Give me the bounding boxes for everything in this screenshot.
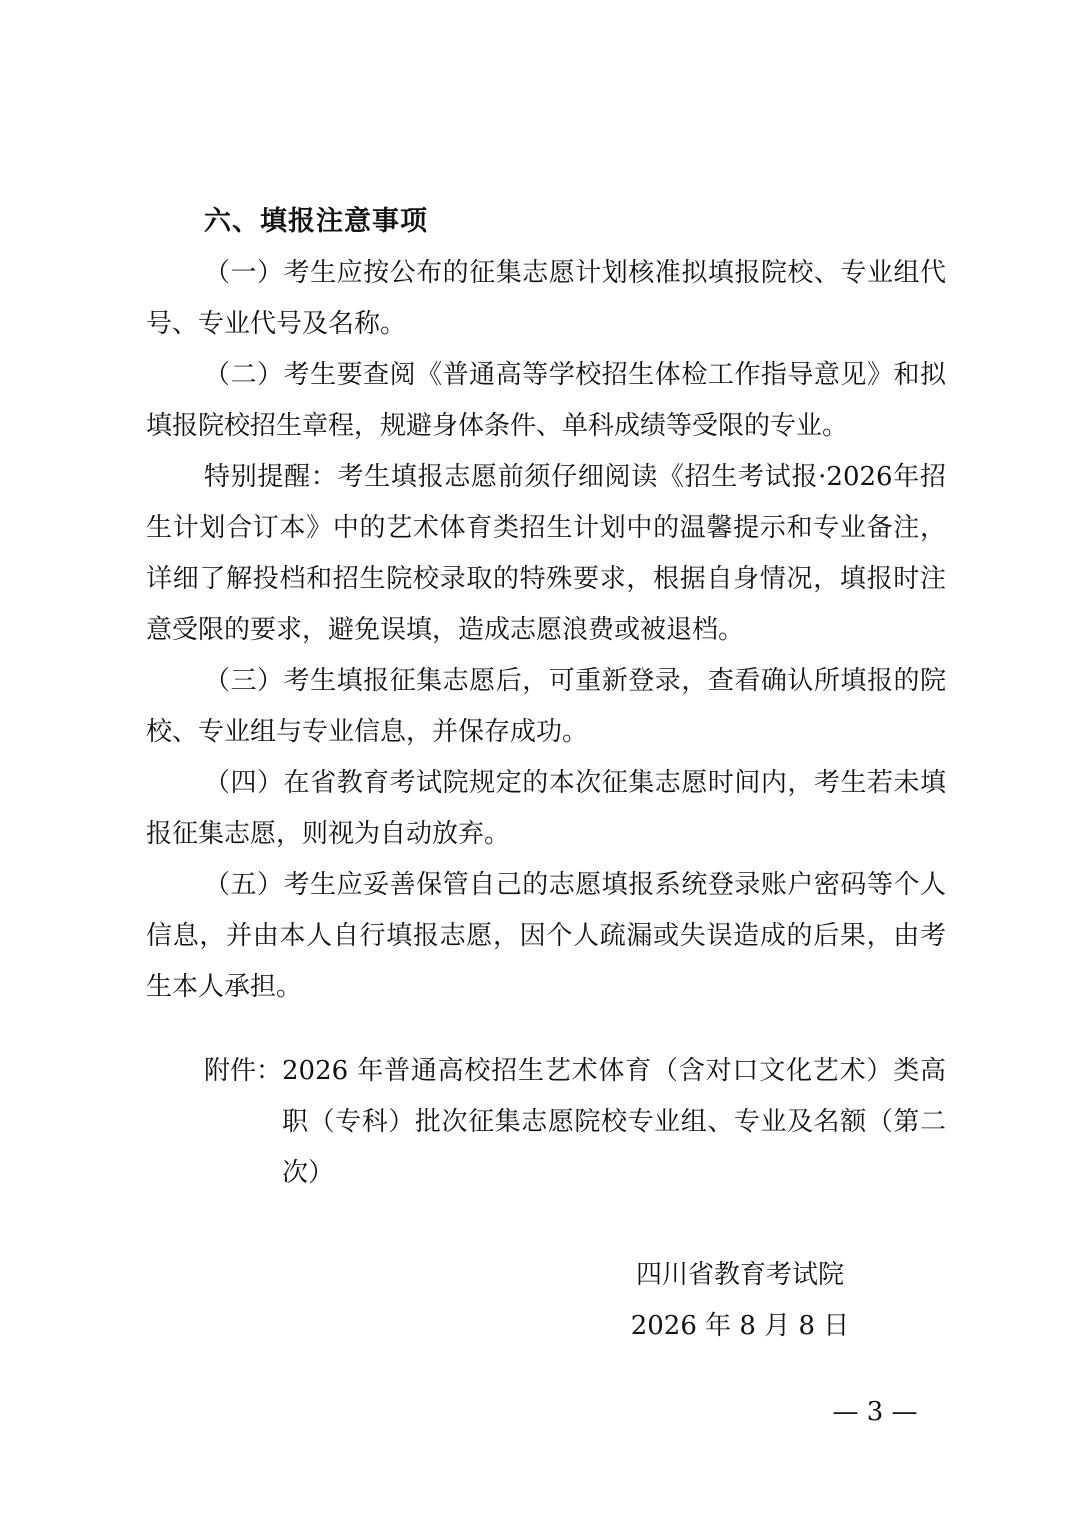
- issue-date: 2026 年 8 月 8 日: [630, 1311, 850, 1341]
- note-paragraph-4: （四）在省教育考试院规定的本次征集志愿时间内，考生若未填报征集志愿，则视为自动放弃。: [146, 768, 946, 849]
- attachment-label: 附件：: [204, 1056, 283, 1086]
- special-reminder-paragraph: 特别提醒：考生填报志愿前须仔细阅读《招生考试报·2026年招生计划合订本》中的艺术体育类招生计划中的温馨提示和专业备注，详细了解投档和招生院校录取的特殊要求，根据自身情况，填报时注意受限的要求，避免误填，造成志愿浪费或被退档。: [146, 462, 946, 645]
- attachment-block: [204, 1046, 946, 1199]
- signature-block: [560, 1250, 920, 1352]
- note-paragraph-1: （一）考生应按公布的征集志愿计划核准拟填报院校、专业组代号、专业代号及名称。: [146, 258, 946, 339]
- notes-body: [146, 248, 946, 1013]
- note-paragraph-3: （三）考生填报征集志愿后，可重新登录，查看确认所填报的院校、专业组与专业信息，并保存成功。: [146, 666, 946, 747]
- note-paragraph-5: （五）考生应妥善保管自己的志愿填报系统登录账户密码等个人信息，并由本人自行填报志愿，因个人疏漏或失误造成的后果，由考生本人承担。: [146, 870, 946, 1002]
- note-paragraph-2: （二）考生要查阅《普通高等学校招生体检工作指导意见》和拟填报院校招生章程，规避身体条件、单科成绩等受限的专业。: [146, 360, 946, 441]
- section-heading: 六、填报注意事项: [204, 206, 428, 237]
- issuing-organization: 四川省教育考试院: [635, 1260, 844, 1290]
- attachment-text: 2026 年普通高校招生艺术体育（含对口文化艺术）类高职（专科）批次征集志愿院校专业组、专业及名额（第二次）: [282, 1056, 946, 1188]
- page-number: — 3 —: [832, 1397, 918, 1427]
